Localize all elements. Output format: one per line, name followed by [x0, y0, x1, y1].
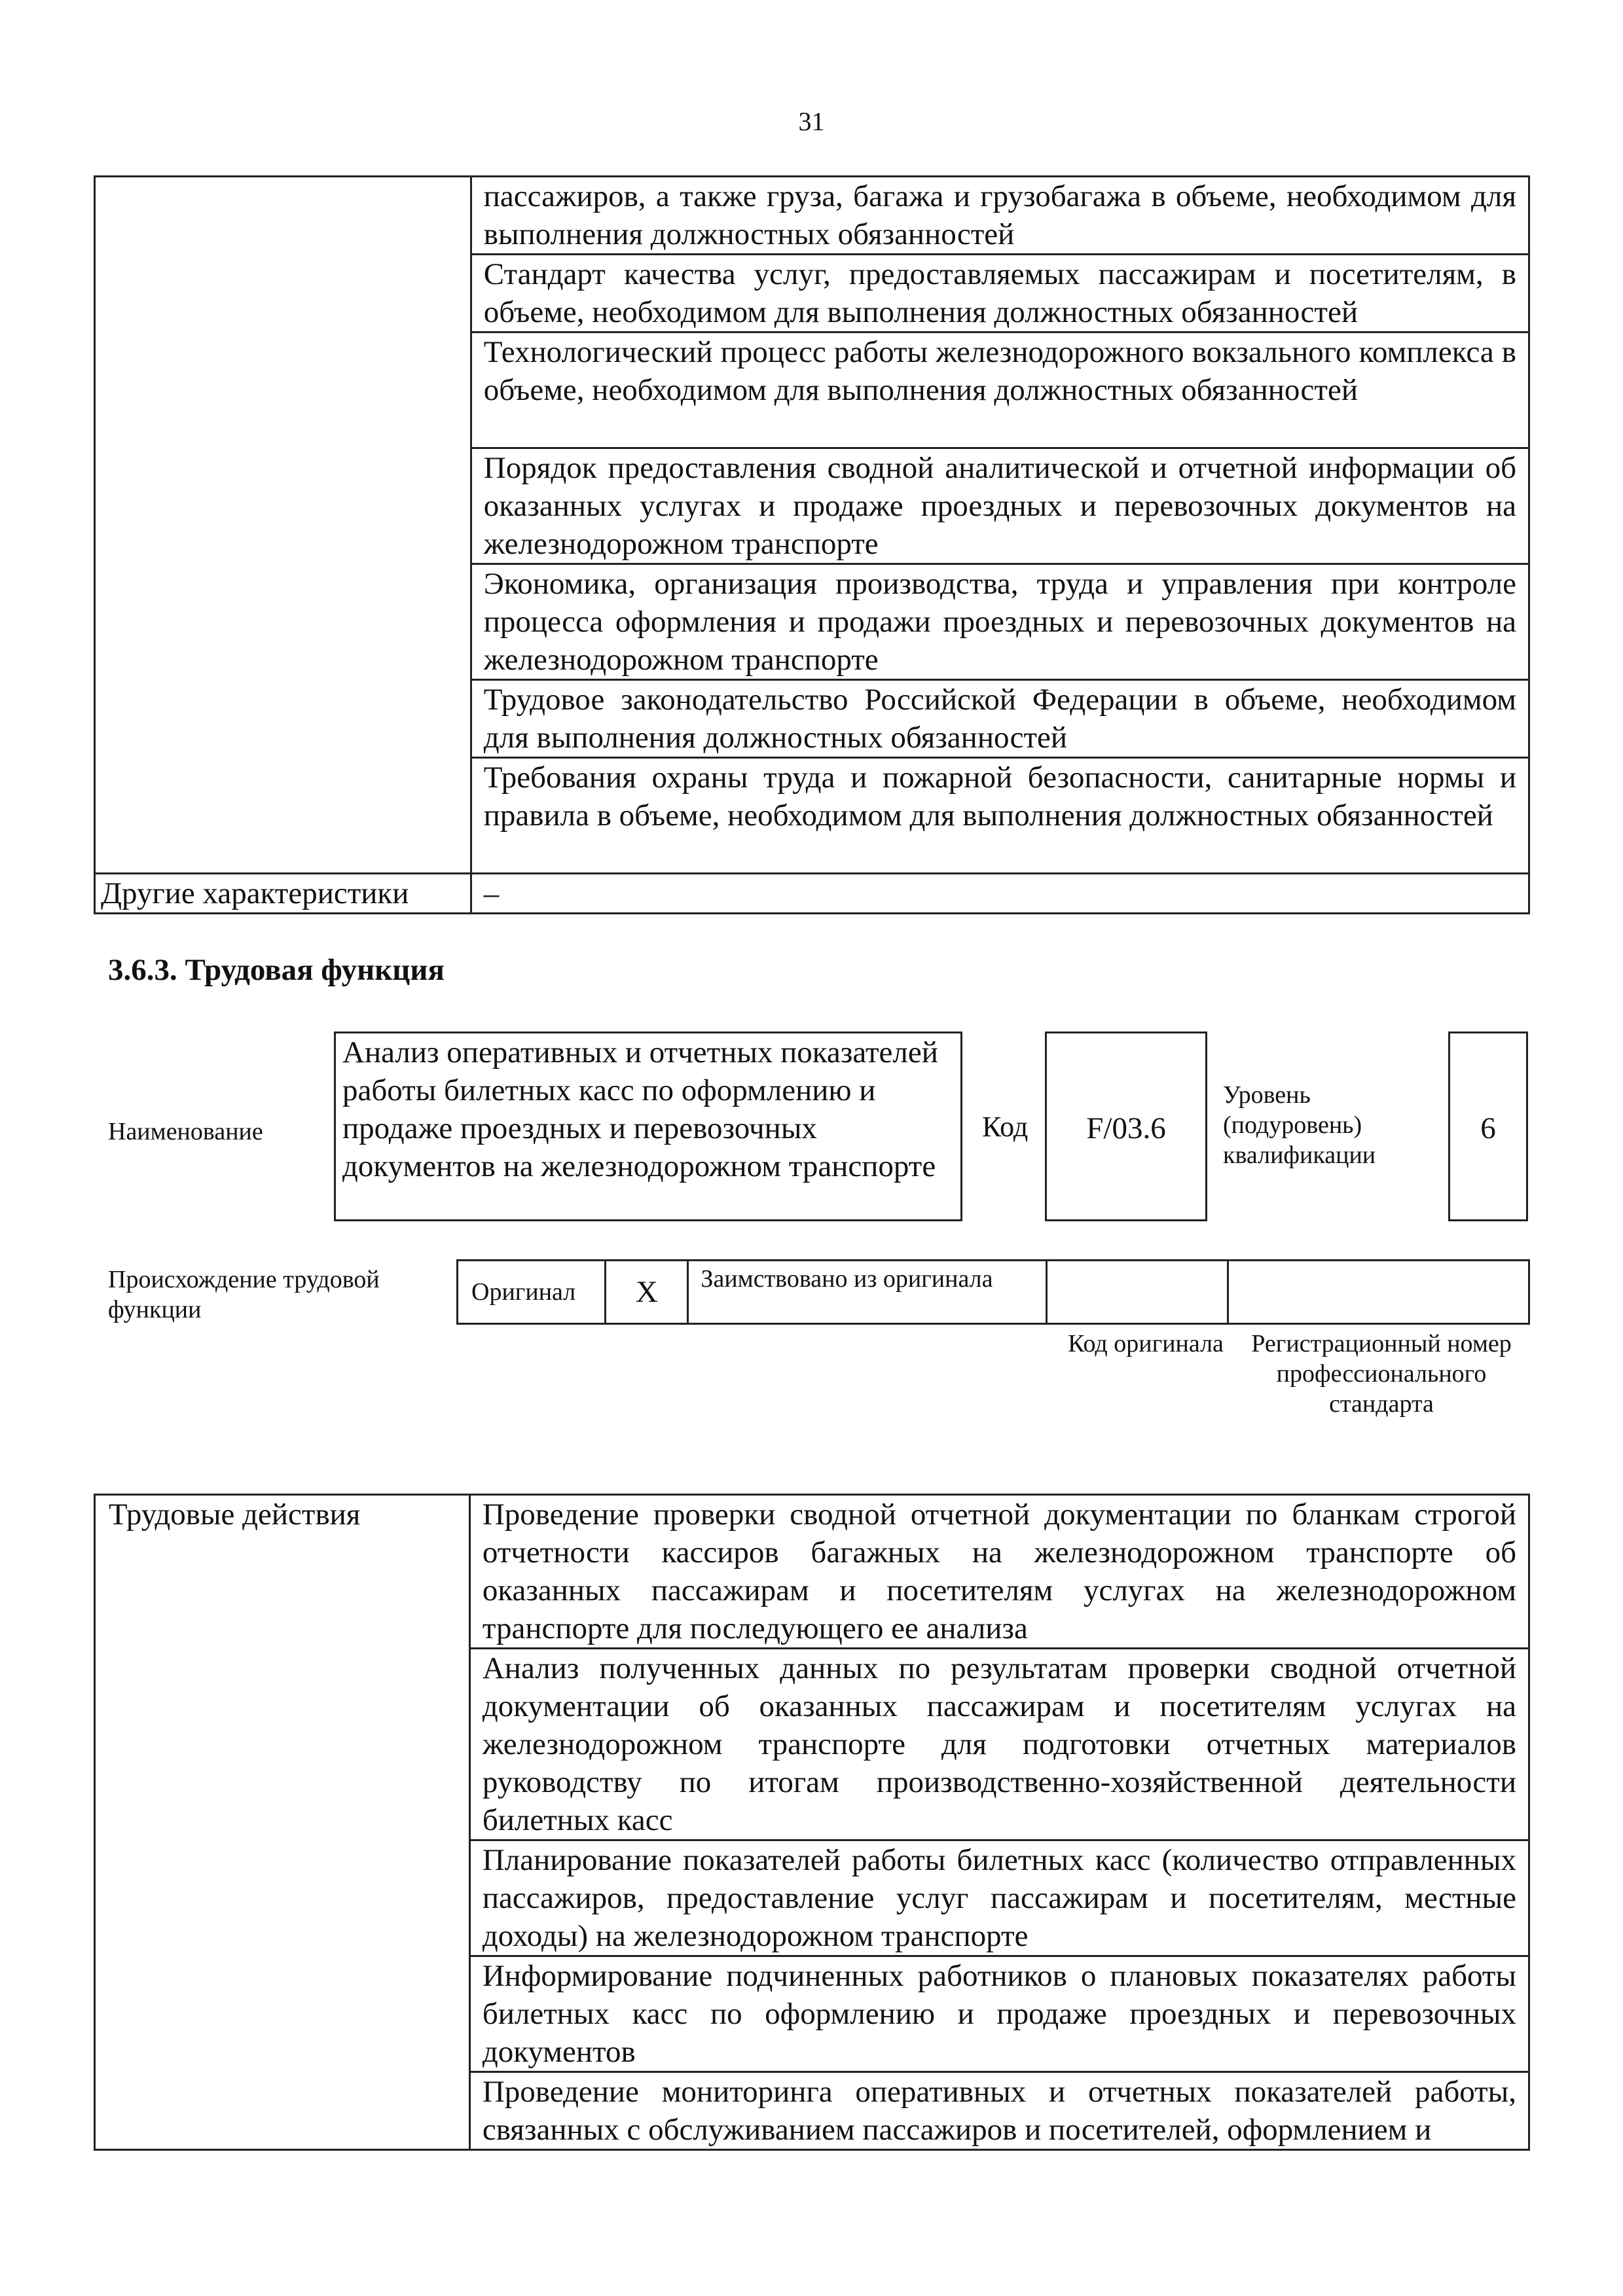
- code-value-box: F/03.6: [1045, 1031, 1207, 1221]
- table-label-cell-empty: [95, 177, 471, 874]
- table-row: [95, 874, 1529, 914]
- function-name-box: Анализ оперативных и отчетных показателей работы билетных касс по оформлению и продаже проездных и перевозочных документов на железнодорожном транспорте: [334, 1031, 962, 1221]
- origin-table: [456, 1259, 1530, 1325]
- table-row: [95, 177, 1529, 255]
- code-label: Код: [982, 1111, 1029, 1143]
- level-value-box: 6: [1448, 1031, 1528, 1221]
- level-label: Уровень (подуровень) квалификации: [1223, 1081, 1376, 1169]
- table-cell: Планирование показателей работы билетных касс (количество отправленных пассажиров, предоставление услуг пассажирам и посетителям, местные доходы) на железнодорожном транспорте: [469, 1840, 1529, 1956]
- original-mark: X: [606, 1261, 688, 1324]
- table-cell: Технологический процесс работы железнодорожного вокзального комплекса в объеме, необходимом для выполнения должностных обязанностей: [471, 332, 1529, 448]
- table-cell: Требования охраны труда и пожарной безопасности, санитарные нормы и правила в объеме, необходимом для выполнения должностных обязанностей: [471, 758, 1529, 874]
- name-label: Наименование: [108, 1118, 263, 1145]
- table-cell: Проведение мониторинга оперативных и отчетных показателей работы, связанных с обслуживанием пассажиров и посетителей, оформлением и: [469, 2072, 1529, 2150]
- original-code-caption: Код оригинала: [1068, 1330, 1224, 1357]
- table-cell: Анализ полученных данных по результатам проверки сводной отчетной документации об оказанных пассажирам и посетителям услугах на железнодорожном транспорте для подготовки отчетных материалов руководству по итогам производственно-хозяйственной деятельности билетных касс: [469, 1649, 1529, 1840]
- table-cell: пассажиров, а также груза, багажа и грузобагажа в объеме, необходимом для выполнения должностных обязанностей: [471, 177, 1529, 255]
- table-cell: Порядок предоставления сводной аналитической и отчетной информации об оказанных услугах и продаже проездных и перевозочных документов на железнодорожном транспорте: [471, 448, 1529, 564]
- table-cell: Трудовое законодательство Российской Федерации в объеме, необходимом для выполнения должностных обязанностей: [471, 680, 1529, 758]
- labor-actions-table: [94, 1494, 1530, 2151]
- registration-number-caption: Регистрационный номер профессионального стандарта: [1251, 1330, 1512, 1418]
- table-cell: Проведение проверки сводной отчетной документации по бланкам строгой отчетности кассиров багажных на железнодорожном транспорте об оказанных пассажирам и посетителям услугах на железнодорожном транспорте для последующего ее анализа: [469, 1495, 1529, 1649]
- registration-number-cell: [1228, 1261, 1529, 1324]
- section-heading: 3.6.3. Трудовая функция: [108, 953, 445, 987]
- original-code-cell: [1046, 1261, 1228, 1324]
- origin-label: Происхождение трудовой функции: [108, 1266, 380, 1323]
- borrowed-label: Заимствовано из оригинала: [688, 1261, 1046, 1324]
- labor-actions-label: Трудовые действия: [95, 1495, 470, 2150]
- table-cell: Экономика, организация производства, труда и управления при контроле процесса оформления и продажи проездных и перевозочных документов на железнодорожном транспорте: [471, 564, 1529, 680]
- table-cell: Стандарт качества услуг, предоставляемых пассажирам и посетителям, в объеме, необходимом для выполнения должностных обязанностей: [471, 255, 1529, 332]
- table-row: [458, 1261, 1529, 1324]
- page-number: 31: [798, 107, 825, 136]
- original-label: Оригинал: [458, 1261, 606, 1324]
- knowledge-table: [94, 175, 1530, 914]
- table-cell: Информирование подчиненных работников о плановых показателях работы билетных касс по оформлению и продаже проездных и перевозочных документов: [469, 1956, 1529, 2072]
- table-row: [95, 1495, 1529, 1649]
- other-characteristics-label: Другие характеристики: [95, 874, 471, 914]
- other-characteristics-value: –: [471, 874, 1529, 914]
